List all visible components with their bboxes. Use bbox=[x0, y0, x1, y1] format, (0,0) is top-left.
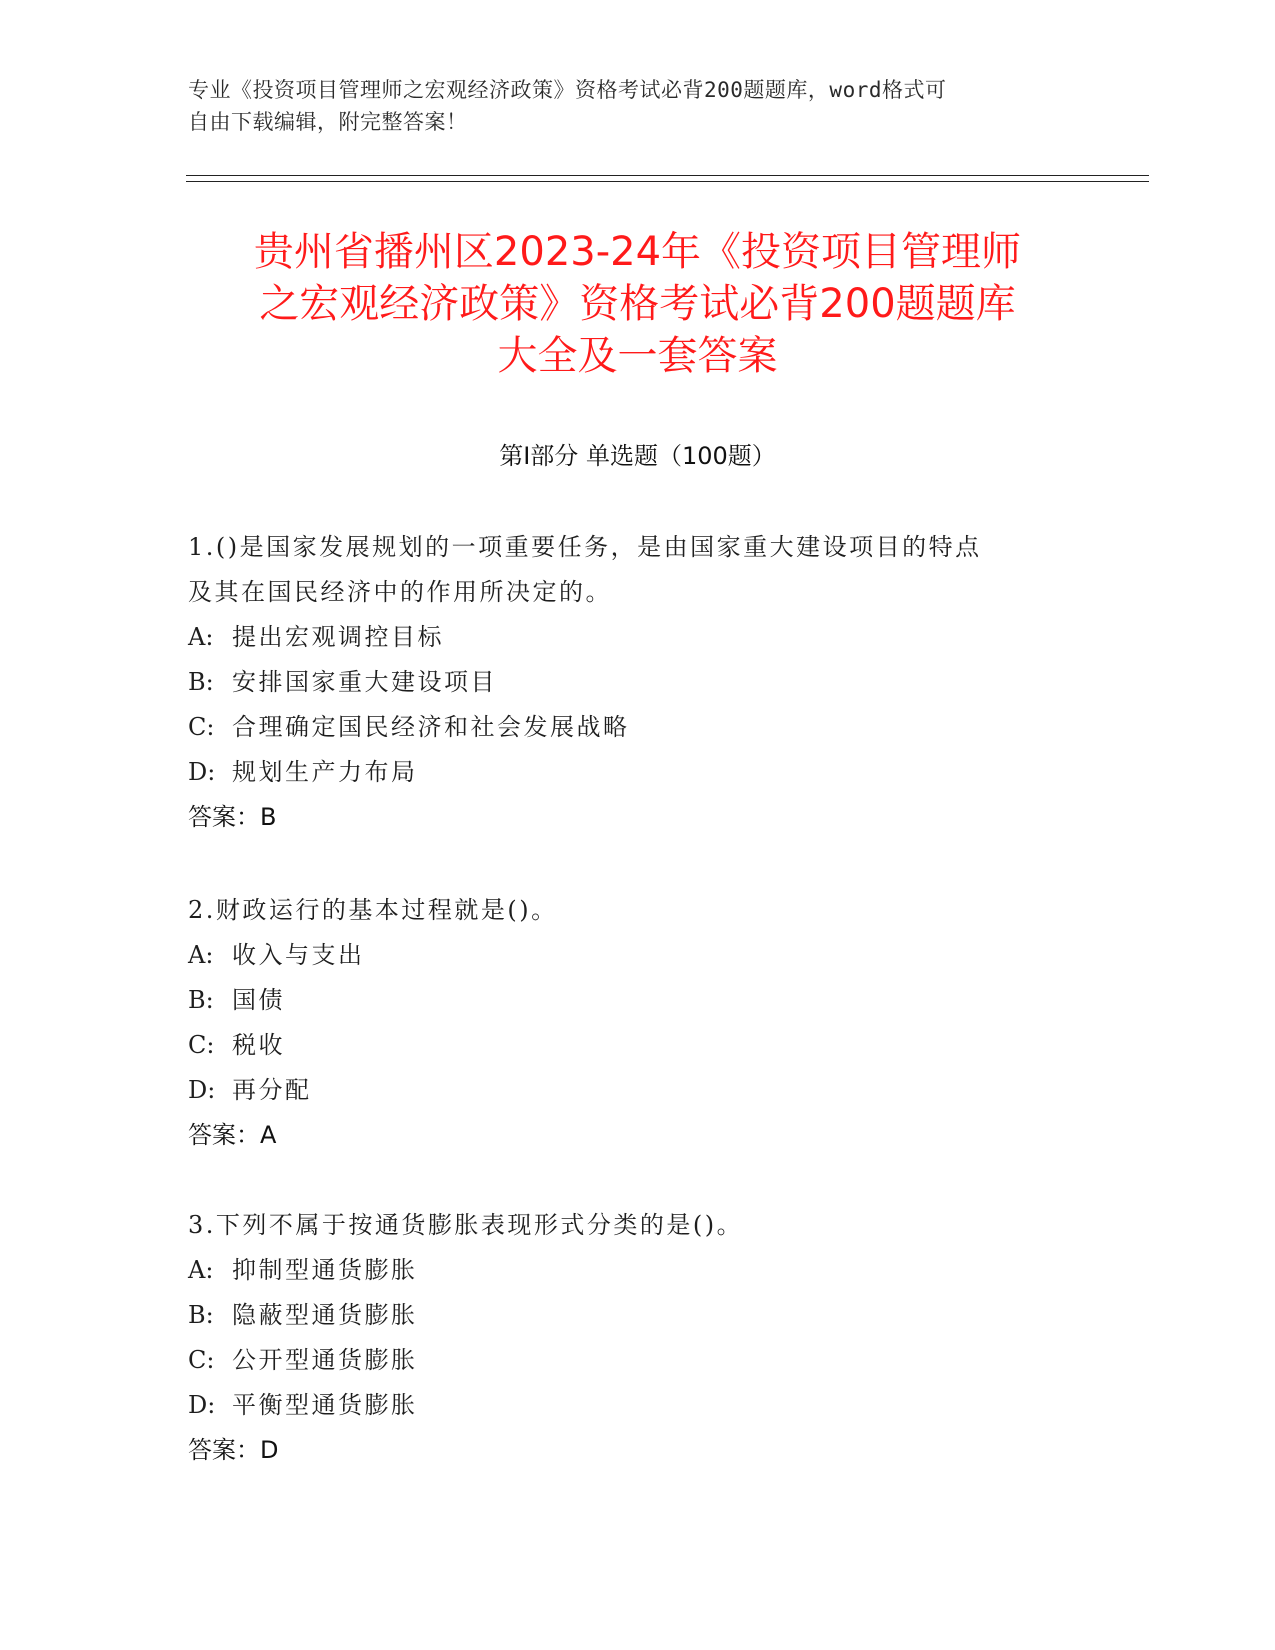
option-d bbox=[188, 750, 1088, 795]
option-letter: B: bbox=[188, 1301, 214, 1329]
document-title bbox=[180, 226, 1095, 382]
answer-key: 答案：B bbox=[188, 803, 277, 831]
title-line: 之宏观经济政策》资格考试必背200题题库 bbox=[259, 281, 1016, 327]
header-divider bbox=[186, 175, 1149, 176]
answer-key: 答案：A bbox=[188, 1121, 277, 1149]
question-2 bbox=[188, 888, 1088, 1158]
option-letter: D: bbox=[188, 758, 216, 786]
question-stem-line: 2.财政运行的基本过程就是()。 bbox=[188, 896, 558, 924]
option-text: 再分配 bbox=[232, 1076, 312, 1104]
option-text: 合理确定国民经济和社会发展战略 bbox=[232, 713, 630, 741]
header-note bbox=[188, 74, 1088, 138]
question-3 bbox=[188, 1203, 1088, 1473]
header-note-line: 专业《投资项目管理师之宏观经济政策》资格考试必背200题题库，word格式可 bbox=[188, 78, 947, 102]
option-text: 抑制型通货膨胀 bbox=[232, 1256, 418, 1284]
option-letter: B: bbox=[188, 668, 214, 696]
question-stem bbox=[188, 1203, 1088, 1248]
option-letter: C: bbox=[188, 1031, 215, 1059]
title-line: 大全及一套答案 bbox=[497, 333, 778, 379]
option-letter: C: bbox=[188, 713, 215, 741]
option-text: 隐蔽型通货膨胀 bbox=[232, 1301, 418, 1329]
question-stem-line: 3.下列不属于按通货膨胀表现形式分类的是()。 bbox=[188, 1211, 744, 1239]
header-note-line: 自由下载编辑，附完整答案！ bbox=[188, 110, 468, 134]
option-text: 收入与支出 bbox=[232, 941, 365, 969]
option-letter: D: bbox=[188, 1391, 216, 1419]
option-text: 国债 bbox=[232, 986, 285, 1014]
option-b bbox=[188, 1293, 1088, 1338]
option-b bbox=[188, 978, 1088, 1023]
header-divider bbox=[186, 181, 1149, 182]
option-a bbox=[188, 615, 1088, 660]
option-text: 平衡型通货膨胀 bbox=[232, 1391, 418, 1419]
option-a bbox=[188, 1248, 1088, 1293]
option-text: 提出宏观调控目标 bbox=[232, 623, 444, 651]
option-letter: A: bbox=[188, 941, 214, 969]
option-d bbox=[188, 1383, 1088, 1428]
question-1 bbox=[188, 525, 1088, 840]
option-letter: A: bbox=[188, 1256, 214, 1284]
option-letter: B: bbox=[188, 986, 214, 1014]
question-stem bbox=[188, 888, 1088, 933]
option-text: 规划生产力布局 bbox=[232, 758, 418, 786]
option-text: 税收 bbox=[232, 1031, 285, 1059]
option-letter: A: bbox=[188, 623, 214, 651]
option-text: 公开型通货膨胀 bbox=[232, 1346, 418, 1374]
option-d bbox=[188, 1068, 1088, 1113]
option-letter: C: bbox=[188, 1346, 215, 1374]
option-b bbox=[188, 660, 1088, 705]
title-line: 贵州省播州区2023-24年《投资项目管理师 bbox=[253, 229, 1022, 275]
question-stem-line: 1.()是国家发展规划的一项重要任务，是由国家重大建设项目的特点 bbox=[188, 533, 982, 561]
option-text: 安排国家重大建设项目 bbox=[232, 668, 497, 696]
answer-key: 答案：D bbox=[188, 1436, 279, 1464]
option-c bbox=[188, 1338, 1088, 1383]
option-c bbox=[188, 705, 1088, 750]
option-c bbox=[188, 1023, 1088, 1068]
section-heading: 第Ⅰ部分 单选题（100题） bbox=[499, 442, 776, 470]
option-a bbox=[188, 933, 1088, 978]
question-stem bbox=[188, 525, 1088, 615]
question-stem-line: 及其在国民经济中的作用所决定的。 bbox=[188, 578, 612, 606]
option-letter: D: bbox=[188, 1076, 216, 1104]
